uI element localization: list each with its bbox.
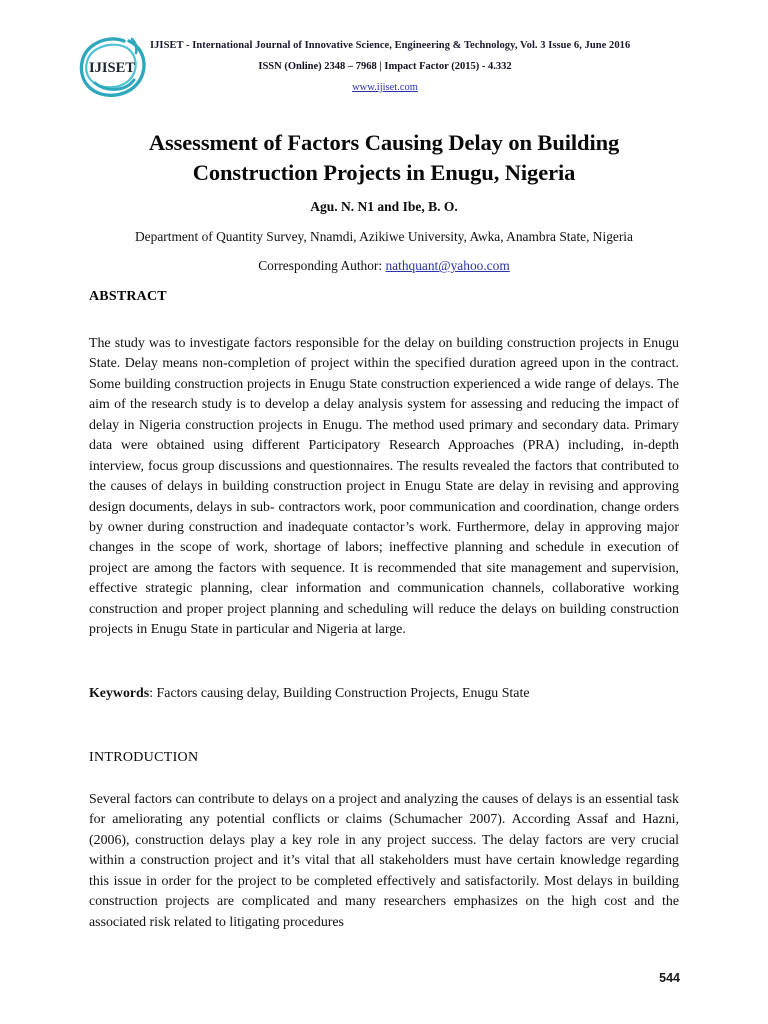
paper-title: Assessment of Factors Causing Delay on Building Construction Projects in Enugu, Nigeria [148,130,620,186]
journal-website-link[interactable]: www.ijiset.com [352,82,418,93]
corresponding-author-label: Corresponding Author: [258,258,386,273]
journal-header-lines [150,38,631,95]
author-affiliation: Department of Quantity Survey, Nnamdi, Azikiwe University, Awka, Anambra State, Nigeria [135,229,633,244]
introduction-heading: INTRODUCTION [89,750,199,765]
keywords-label: Keywords [89,686,150,701]
abstract-heading: ABSTRACT [89,289,167,304]
ijiset-logo-icon [75,32,151,104]
corresponding-author-email-link[interactable]: nathquant@yahoo.com [385,258,510,273]
keywords-line [89,684,679,704]
journal-issn-line: ISSN (Online) 2348 – 7968 | Impact Factor (2015) - 4.332 [258,61,512,72]
page-number: 544 [659,971,680,985]
ijiset-logo-text: IJISET [89,60,135,76]
author-list: Agu. N. N1 and Ibe, B. O. [310,199,458,214]
abstract-paragraph: The study was to investigate factors responsible for the delay on building construction projects in Enugu State. Delay means non-completion of project within the specified duration agreed upon in the contract. Some building construction projects in Enugu State construction experienced a wide range of delays. The aim of the research study is to develop a delay analysis system for assessing and reducing the impact of delay in Nigeria construction projects in Enugu. The method used primary and secondary data. Primary data were obtained using different Participatory Research Approaches (PRA) including, in-depth interview, focus group discussions and questionnaires. The results revealed the factors that contributed to the causes of delays in building construction project in Enugu State are delay in revising and approving design documents, delays in sub- contractors work, poor communication and coordination, change orders by owner during construction and inadequate contactor’s work. Furthermore, delay in approving major changes in the scope of work, shortage of labors; ineffective planning and schedule in execution of project are among the factors with sequence. It is recommended that site management and supervision, effective strategic planning, clear information and communication channels, collaborative working construction and proper project planning and scheduling will reduce the delays on building construction projects in Enugu State in particular and Nigeria at large. [89,335,679,638]
introduction-paragraph: Several factors can contribute to delays on a project and analyzing the causes of delays is an essential task for ameliorating any potential conflicts or claims (Schumacher 2007). According Assaf and Hazni, (2006), construction delays play a key role in any project success. The delay factors are very crucial within a construction project and it’s vital that all stakeholders must have certain knowledge regarding this issue in order for the project to be completed effectively and satisfactorily. Most delays in building construction projects are complicated and many researchers emphasizes on the high cost and the associated risk related to litigating procedures [89,791,679,930]
keywords-separator: : [149,686,157,701]
corresponding-author [84,258,684,274]
journal-website-line [150,79,620,95]
journal-title-line: IJISET - International Journal of Innovative Science, Engineering & Technology, Vol. 3 Issue 6, June 2016 [150,40,631,51]
keywords-values: Factors causing delay, Building Construction Projects, Enugu State [156,686,530,701]
journal-header [0,30,768,110]
